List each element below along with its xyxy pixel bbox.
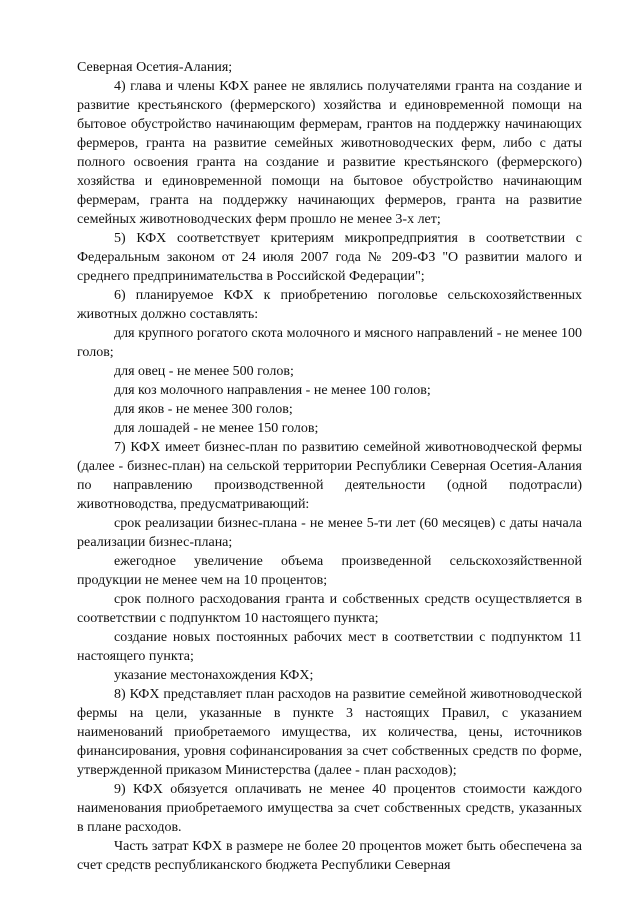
paragraph-continuation: Северная Осетия-Алания; [77, 60, 233, 75]
paragraph-annual-increase: ежегодное увеличение объема произведенной сельскохозяйственной продукции не менее чем на 10 процентов; [77, 554, 582, 588]
paragraph-horses: для лошадей - не менее 150 голов; [114, 421, 319, 436]
paragraph-location: указание местонахождения КФХ; [114, 668, 314, 683]
paragraph-new-jobs: создание новых постоянных рабочих мест в соответствии с подпунктом 11 настоящего пункта; [77, 630, 582, 664]
paragraph-item-9: 9) КФХ обязуется оплачивать не менее 40 процентов стоимости каждого наименования приобретаемого имущества за счет собственных средств, указанных в плане расходов. [77, 782, 582, 835]
paragraph-item-6: 6) планируемое КФХ к приобретению поголовье сельскохозяйственных животных должно составлять: [77, 288, 582, 322]
paragraph-item-4: 4) глава и члены КФХ ранее не являлись получателями гранта на создание и развитие крестьянского (фермерского) хозяйства и единовременной помощи на бытовое обустройство начинающим фермерам, грантов на поддержку начинающих фермеров, гранта на развитие семейных животноводческих ферм, либо с даты полного освоения гранта на создание и развитие крестьянского (фермерского) хозяйства и единовременной помощи на бытовое обустройство начинающим фермерам, гранта на поддержку начинающих фермеров, гранта на развитие семейных животноводческих ферм прошло не менее 3-х лет; [77, 79, 582, 227]
paragraph-costs-share: Часть затрат КФХ в размере не более 20 процентов может быть обеспечена за счет средств республиканского бюджета Республики Северная [77, 839, 582, 873]
paragraph-cattle: для крупного рогатого скота молочного и мясного направлений - не менее 100 голов; [77, 326, 582, 360]
paragraph-sheep: для овец - не менее 500 голов; [114, 364, 294, 379]
paragraph-item-7: 7) КФХ имеет бизнес-план по развитию семейной животноводческой фермы (далее - бизнес-план) на сельской территории Республики Северная Осетия-Алания по направлению производственной деятельности (одной подотрасли) животноводства, предусматривающий: [77, 440, 582, 512]
paragraph-item-8: 8) КФХ представляет план расходов на развитие семейной животноводческой фермы на цели, указанные в пункте 3 настоящих Правил, с указанием наименований приобретаемого имущества, их количества, цены, источников финансирования, уровня софинансирования за счет собственных средств по форме, утвержденной приказом Министерства (далее - план расходов); [77, 687, 582, 778]
document-page [77, 58, 582, 875]
paragraph-goats: для коз молочного направления - не менее 100 голов; [114, 383, 431, 398]
paragraph-grant-spending: срок полного расходования гранта и собственных средств осуществляется в соответствии с подпунктом 10 настоящего пункта; [77, 592, 582, 626]
paragraph-item-5: 5) КФХ соответствует критериям микропредприятия в соответствии с Федеральным законом от 24 июля 2007 года № 209-ФЗ "О развитии малого и среднего предпринимательства в Российской Федерации"; [77, 231, 582, 284]
paragraph-yaks: для яков - не менее 300 голов; [114, 402, 293, 417]
paragraph-plan-term: срок реализации бизнес-плана - не менее 5-ти лет (60 месяцев) с даты начала реализации бизнес-плана; [77, 516, 582, 550]
